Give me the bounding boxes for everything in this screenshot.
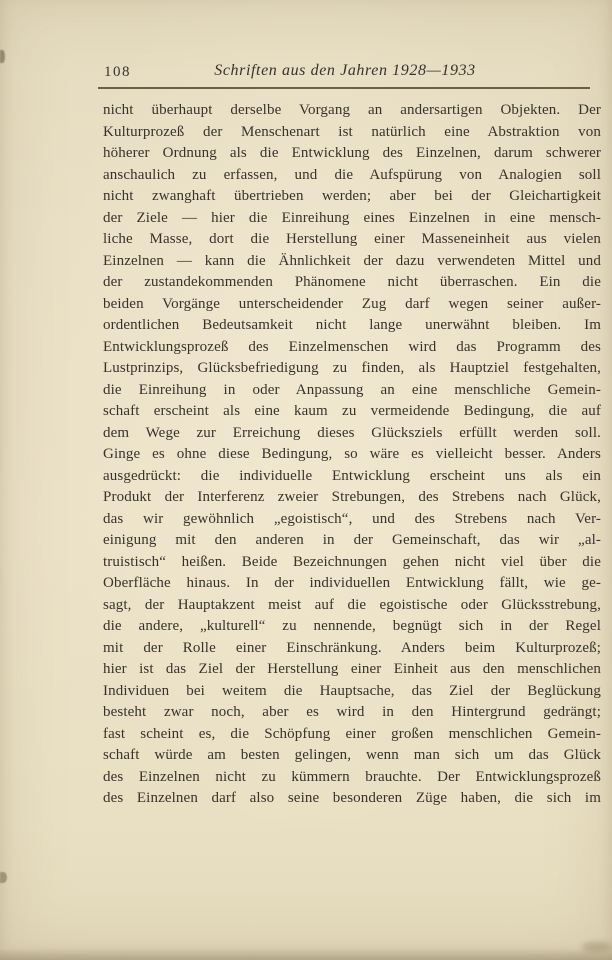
text-line: mit der Rolle einer Einschränkung. Anders beim Kulturprozeß; — [103, 639, 601, 656]
text-line: die Einreihung in oder Anpassung an eine menschliche Gemein- — [103, 381, 601, 398]
running-title: Schriften aus den Jahren 1928—1933 — [214, 62, 476, 79]
scan-speck — [0, 872, 7, 883]
page-number: 108 — [104, 64, 131, 80]
text-line: fast scheint es, die Schöpfung einer großen menschlichen Gemein- — [103, 725, 601, 742]
scan-edge-shadow — [0, 948, 612, 960]
text-line: ausgedrückt: die individuelle Entwicklung erscheint uns als ein — [103, 467, 601, 484]
text-line: Entwicklungsprozeß des Einzelmenschen wird das Programm des — [103, 338, 601, 355]
text-line: truistisch“ heißen. Beide Bezeichnungen gehen nicht viel über die — [103, 553, 601, 570]
text-line: Individuen bei weitem die Hauptsache, das Ziel der Beglückung — [103, 682, 601, 699]
text-line: des Einzelnen darf also seine besonderen Züge haben, die sich im — [103, 790, 601, 806]
text-line: einigung mit den anderen in der Gemeinschaft, das wir „al- — [103, 532, 601, 548]
text-line: höherer Ordnung als die Entwicklung des Einzelnen, darum schwerer — [103, 145, 601, 161]
text-line: sagt, der Hauptakzent meist auf die egoistische oder Glücksstrebung, — [103, 596, 601, 613]
page-header — [98, 62, 592, 86]
header-rule — [98, 87, 590, 89]
scan-speck — [0, 50, 5, 63]
text-line: des Einzelnen nicht zu kümmern brauchte. Der Entwicklungsprozeß — [103, 768, 601, 785]
text-line: besteht zwar noch, aber es wird in den Hintergrund gedrängt; — [103, 704, 601, 720]
text-line: das wir gewöhnlich „egoistisch“, und des Strebens nach Ver- — [103, 510, 601, 527]
text-line: Ginge es ohne diese Bedingung, so wäre es vielleicht besser. Anders — [103, 446, 601, 462]
text-line: dem Wege zur Erreichung dieses Glücksziels erfüllt werden soll. — [103, 424, 601, 441]
text-line: Produkt der Interferenz zweier Strebungen, des Strebens nach Glück, — [103, 489, 601, 505]
text-line: anschaulich zu erfassen, und die Aufspürung von Analogien soll — [103, 166, 601, 183]
text-line: Kulturprozeß der Menschenart ist natürlich eine Abstraktion von — [103, 123, 601, 140]
text-line: beiden Vorgänge unterscheidender Zug darf wegen seiner außer- — [103, 295, 601, 312]
text-line: Einzelnen — kann die Ähnlichkeit der dazu verwendeten Mittel und — [103, 252, 601, 269]
text-line: ordentlichen Bedeutsamkeit nicht lange unerwähnt bleiben. Im — [103, 317, 601, 333]
text-line: hier ist das Ziel der Herstellung einer Einheit aus den menschlichen — [103, 661, 601, 677]
text-line: schaft erscheint als eine kaum zu vermeidende Bedingung, die auf — [103, 403, 601, 419]
text-line: liche Masse, dort die Herstellung einer Masseneinheit aus vielen — [103, 231, 601, 247]
text-line: der Ziele — hier die Einreihung eines Einzelnen in eine mensch- — [103, 209, 601, 226]
body-text — [103, 100, 601, 810]
text-line: Lustprinzips, Glücksbefriedigung zu finden, als Hauptziel festgehalten, — [103, 360, 601, 376]
text-line: die andere, „kulturell“ zu nennende, begnügt sich in der Regel — [103, 618, 601, 634]
text-line: nicht überhaupt derselbe Vorgang an andersartigen Objekten. Der — [103, 102, 601, 118]
text-line: nicht zwanghaft übertrieben werden; aber bei der Gleichartigkeit — [103, 188, 601, 204]
text-line: Oberfläche hinaus. In der individuellen Entwicklung fällt, wie ge- — [103, 575, 601, 591]
text-line: schaft würde am besten gelingen, wenn man sich um das Glück — [103, 747, 601, 763]
text-line: der zustandekommenden Phänomene nicht überraschen. Ein die — [103, 274, 601, 290]
